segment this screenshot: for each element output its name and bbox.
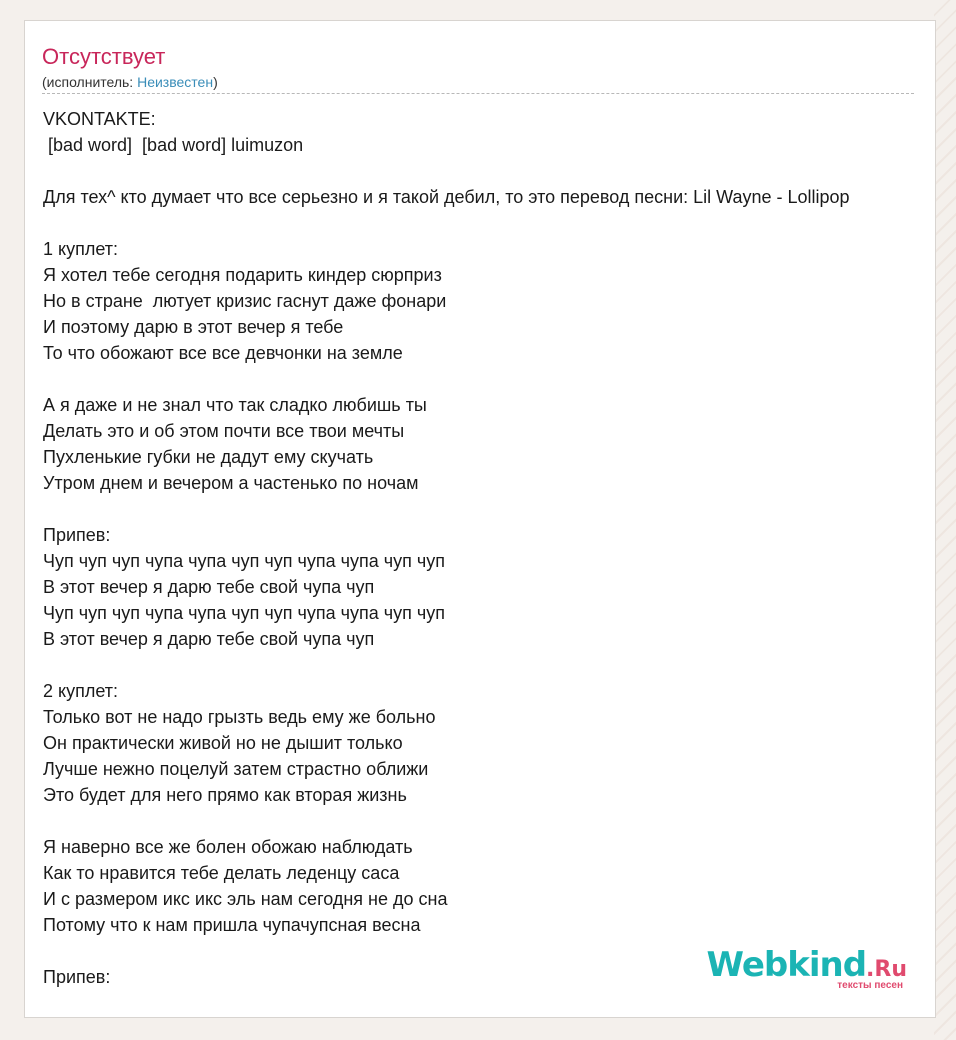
song-title: Отсутствует [42,44,166,69]
artist-line [42,73,914,91]
lyric-line: Припев: [43,967,111,987]
lyric-line: Припев: [43,525,111,545]
artist-link[interactable]: Неизвестен [137,74,214,90]
lyric-line: Чуп чуп чуп чупа чупа чуп чуп чупа чупа чуп чуп [43,603,446,623]
lyric-line: 2 куплет: [43,681,118,701]
lyric-line: Только вот не надо грызть ведь ему же больно [43,707,436,727]
song-header [42,43,914,91]
lyric-line: То что обожают все все девчонки на земле [43,343,403,363]
site-logo[interactable] [707,945,907,993]
lyric-line: Для тех^ кто думает что все серьезно и я такой дебил, то это перевод песни: Lil Wayne - Lollipop [43,187,850,207]
artist-suffix: ) [213,74,218,90]
lyric-line: Это будет для него прямо как вторая жизнь [43,785,407,805]
lyric-blank-line [43,496,936,522]
lyric-line: Делать это и об этом почти все твои мечты [43,421,405,441]
lyric-line: 1 куплет: [43,239,118,259]
lyric-line: В этот вечер я дарю тебе свой чупа чуп [43,629,375,649]
lyric-line: В этот вечер я дарю тебе свой чупа чуп [43,577,375,597]
lyric-line: И поэтому дарю в этот вечер я тебе [43,317,344,337]
lyric-line: Я наверно все же болен обожаю наблюдать [43,837,413,857]
lyric-line: Но в стране лютует кризис гаснут даже фонари [43,291,447,311]
header-divider [42,93,914,94]
logo-name: Webkind [706,945,867,985]
lyric-line: Утром днем и вечером а частенько по ночам [43,473,419,493]
background-decoration [934,0,956,1040]
lyric-line: Пухленькие губки не дадут ему скучать [43,447,374,467]
logo-tld: .Ru [866,957,907,982]
lyric-line: Лучше нежно поцелуй затем страстно оближи [43,759,429,779]
lyric-blank-line [43,366,936,392]
lyric-blank-line [43,210,936,236]
lyric-line: Я хотел тебе сегодня подарить киндер сюрприз [43,265,442,285]
lyric-line: Как то нравится тебе делать леденцу саса [43,863,400,883]
lyric-line: [bad word] [bad word] luimuzon [43,135,304,155]
artist-prefix: (исполнитель: [42,74,138,90]
lyric-line: Чуп чуп чуп чупа чупа чуп чуп чупа чупа чуп чуп [43,551,446,571]
lyric-line: А я даже и не знал что так сладко любишь ты [43,395,427,415]
lyric-blank-line [43,808,936,834]
lyrics-text [43,106,936,990]
lyric-blank-line [43,652,936,678]
lyric-blank-line [43,158,936,184]
lyric-line: Он практически живой но не дышит только [43,733,403,753]
logo-tagline: тексты песен [837,980,903,991]
lyric-line: VKONTAKTE: [43,109,156,129]
lyrics-card [24,20,936,1018]
lyric-line: И с размером икс икс эль нам сегодня не до сна [43,889,448,909]
lyric-line: Потому что к нам пришла чупачупсная весна [43,915,421,935]
